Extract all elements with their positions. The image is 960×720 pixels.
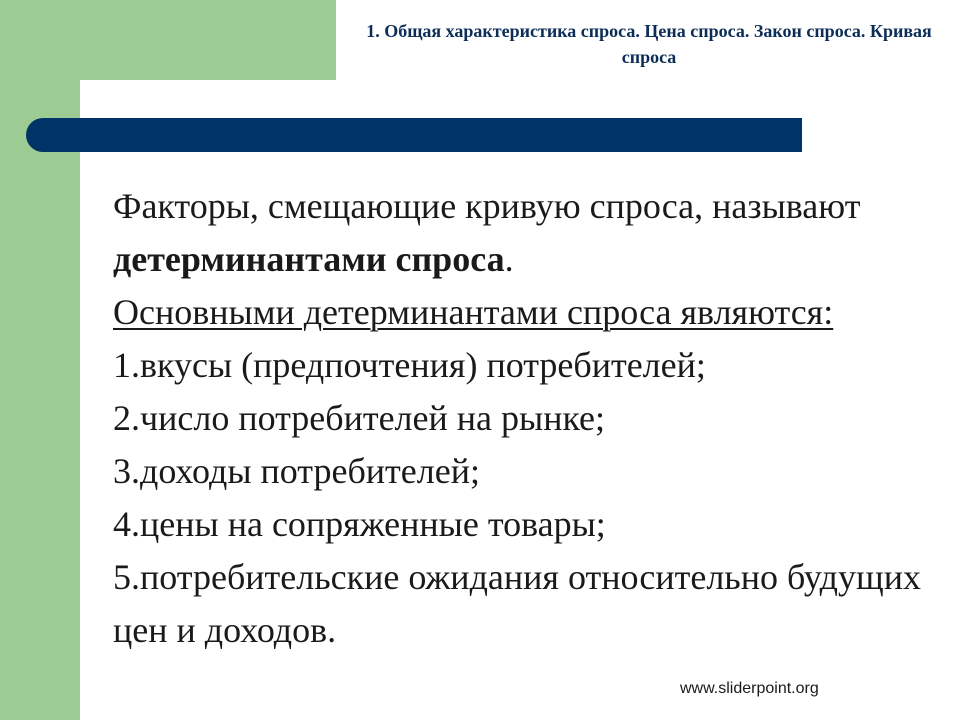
intro-paragraph xyxy=(113,180,943,286)
intro-text: Факторы, смещающие кривую спроса, называют xyxy=(113,186,861,226)
list-item: 5.потребительские ожидания относительно будущих цен и доходов. xyxy=(113,557,921,650)
list-item: 2.число потребителей на рынке; xyxy=(113,398,606,438)
intro-bold-term: детерминантами спроса xyxy=(113,239,505,279)
slide-body xyxy=(113,180,943,657)
footer-url: www.sliderpoint.org xyxy=(680,680,819,697)
determinants-heading xyxy=(113,286,943,339)
slide-title: 1. Общая характеристика спроса. Цена спроса. Закон спроса. Кривая спроса xyxy=(366,21,932,67)
list-item: 1.вкусы (предпочтения) потребителей; xyxy=(113,345,706,385)
navy-divider-bar xyxy=(26,118,802,152)
underlined-heading-text: Основными детерминантами спроса являются: xyxy=(113,292,834,332)
intro-period: . xyxy=(504,239,514,279)
green-side-band xyxy=(0,0,80,720)
green-top-band xyxy=(0,0,336,80)
list-item: 4.цены на сопряженные товары; xyxy=(113,504,606,544)
list-item: 3.доходы потребителей; xyxy=(113,451,480,491)
